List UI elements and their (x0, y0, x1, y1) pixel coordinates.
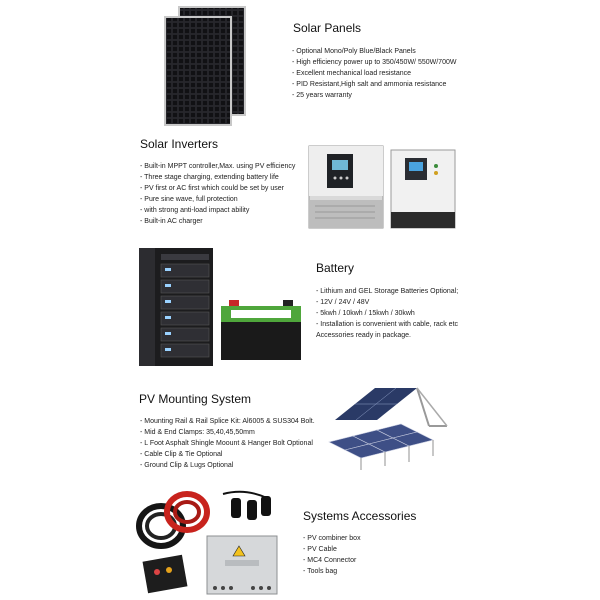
feature-item: - Cable Clip & Tie Optional (140, 451, 223, 458)
feature-item: - 25 years warranty (292, 92, 352, 99)
solar-panels-feature-list (292, 46, 456, 101)
feature-item: - PV first or AC first which could be set by user (140, 185, 284, 192)
systems-accessories-feature-list (303, 533, 361, 577)
solar-inverters-feature-list (140, 161, 295, 227)
feature-item: - Pure sine wave, full protection (140, 196, 238, 203)
solar-panel-image (160, 4, 250, 128)
feature-item: - Mounting Rail & Rail Splice Kit: Al6005 & SUS304 Bolt. (140, 418, 315, 425)
feature-item: - Three stage charging, extending battery life (140, 174, 279, 181)
section-title-solar-panels: Solar Panels (293, 21, 362, 35)
feature-item: - 12V / 24V / 48V (316, 299, 370, 306)
section-title-battery: Battery (316, 261, 355, 275)
feature-item: - Lithium and GEL Storage Batteries Optional; (316, 288, 459, 295)
feature-item: - Optional Mono/Poly Blue/Black Panels (292, 48, 416, 55)
battery-feature-list (316, 286, 458, 341)
accessories-image (135, 484, 295, 598)
feature-item: - L Foot Asphalt Shingle Moount & Hanger Bolt Optional (140, 440, 313, 447)
inverter-image (305, 140, 460, 240)
pv-mounting-feature-list (140, 416, 315, 471)
pv-mounting-image (325, 380, 450, 480)
feature-item: Accessories ready in package. (316, 332, 411, 339)
feature-item: - with strong anti-load impact ability (140, 207, 250, 214)
feature-item: - Built-in AC charger (140, 218, 203, 225)
section-title-systems-accessories: Systems Accessories (303, 509, 417, 523)
feature-item: - Tools bag (303, 568, 338, 575)
feature-item: - High efficiency power up to 350/450W/ 550W/700W (292, 59, 457, 66)
feature-item: - Built-in MPPT controller,Max. using PV efficiency (140, 163, 296, 170)
feature-item: - Installation is convenient with cable, rack etc (316, 321, 459, 328)
feature-item: - PV combiner box (303, 535, 361, 542)
feature-item: - Mid & End Clamps: 35,40,45,50mm (140, 429, 255, 436)
feature-item: - PID Resistant,High salt and ammonia resistance (292, 81, 447, 88)
feature-item: - Excellent mechanical load resistance (292, 70, 412, 77)
feature-item: - PV Cable (303, 546, 337, 553)
feature-item: - Ground Clip & Lugs Optional (140, 462, 234, 469)
section-title-solar-inverters: Solar Inverters (140, 137, 219, 151)
feature-item: - 5kwh / 10kwh / 15kwh / 30kwh (316, 310, 415, 317)
section-title-pv-mounting-system: PV Mounting System (139, 392, 252, 406)
feature-item: - MC4 Connector (303, 557, 357, 564)
battery-image (135, 244, 305, 370)
